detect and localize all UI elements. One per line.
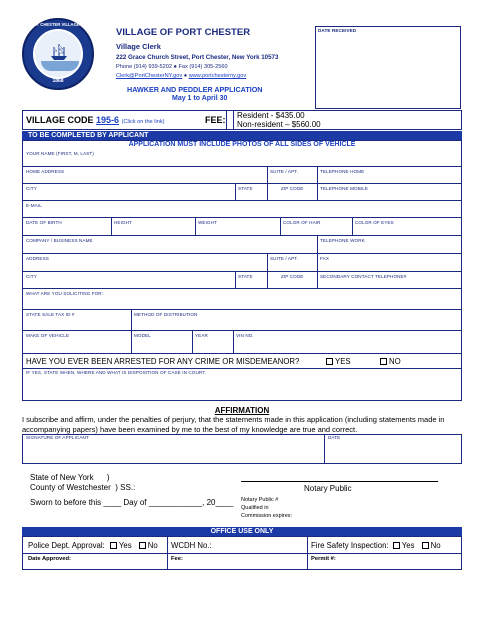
notary-sworn[interactable]: Sworn to before this ____ Day of ____________, 20____ <box>30 498 234 507</box>
arrested-yes-option[interactable]: YES <box>326 357 351 366</box>
police-approval: Police Dept. Approval: Yes No <box>28 541 158 550</box>
vehicle-model-field[interactable]: MODEL <box>134 333 151 338</box>
clerk-address: 222 Grace Church Street, Port Chester, New York 10573 <box>116 54 279 61</box>
business-state-field[interactable]: STATE <box>238 274 253 279</box>
affirmation-title: AFFIRMATION <box>214 406 270 415</box>
notary-public-label: Notary Public <box>304 484 352 493</box>
name-field[interactable]: YOUR NAME (FIRST, M, LAST) <box>26 151 94 156</box>
notary-number[interactable]: Notary Public # <box>241 497 279 503</box>
vehicle-make-field[interactable]: MAKE OF VEHICLE <box>26 333 70 338</box>
business-city-field[interactable]: CITY <box>26 274 37 279</box>
resident-fee: Resident - $435.00 <box>237 111 305 120</box>
fire-no-checkbox[interactable] <box>422 542 429 549</box>
arrested-no-option[interactable]: NO <box>380 357 401 366</box>
permit-field[interactable]: Permit #: <box>311 556 336 562</box>
suite-field[interactable]: SUITE / APT. <box>270 169 299 174</box>
village-code-label: VILLAGE CODE <box>26 115 94 125</box>
dob-field[interactable]: DATE OF BIRTH <box>26 220 62 225</box>
weight-field[interactable]: WEIGHT <box>198 220 217 225</box>
police-yes-checkbox[interactable] <box>110 542 117 549</box>
business-suite-field[interactable]: SUITE / APT. <box>270 256 299 261</box>
distribution-field[interactable]: METHOD OF DISTRIBUTION <box>134 312 198 317</box>
city-field[interactable]: CITY <box>26 186 37 191</box>
seal-text: PORT CHESTER VILLAGE N.Y. <box>27 22 89 27</box>
tel-work-field[interactable]: TELEPHONE WORK <box>320 238 365 243</box>
yes-checkbox[interactable] <box>326 358 333 365</box>
company-field[interactable]: COMPANY / BUSINESS NAME <box>26 238 93 243</box>
application-period: May 1 to April 30 <box>172 95 228 102</box>
if-yes-field[interactable]: IF YES, STATE WHEN, WHERE AND WHAT IS DISPOSITION OF CASE IN COURT. <box>26 370 207 375</box>
seal-center <box>33 29 83 79</box>
tel-mobile-field[interactable]: TELEPHONE MOBILE <box>320 186 369 191</box>
seal-year: 1868 <box>52 78 64 84</box>
wcdh-field[interactable]: WCDH No.: <box>171 541 212 550</box>
fee-field[interactable]: Fee: <box>171 556 183 562</box>
vin-field[interactable]: VIN NO. <box>236 333 254 338</box>
date-approved-field[interactable]: Date Approved: <box>28 556 71 562</box>
secondary-phone-field[interactable]: SECONDARY CONTACT TELEPHONE# <box>320 274 407 279</box>
seal-sea <box>41 61 79 71</box>
fire-inspection: Fire Safety Inspection: Yes No <box>311 541 441 550</box>
applicant-bar: TO BE COMPLETED BY APPLICANT <box>22 131 462 140</box>
fee-label: FEE: <box>205 115 226 125</box>
arrested-question: HAVE YOU EVER BEEN ARRESTED FOR ANY CRIME OR MISDEMEANOR? <box>26 357 300 366</box>
click-link-note: (Click on the link) <box>121 119 165 125</box>
business-address-field[interactable]: ADDRESS <box>26 256 49 261</box>
tax-id-field[interactable]: STATE SALE TAX ID # <box>26 312 75 317</box>
zip-field[interactable]: ZIP CODE <box>281 186 304 191</box>
email-field[interactable]: E-MAIL <box>26 203 42 208</box>
website-link[interactable]: www.portchesterny.gov <box>188 73 247 79</box>
notary-qualified[interactable]: Qualified in <box>241 505 269 511</box>
photos-notice: APPLICATION MUST INCLUDE PHOTOS OF ALL SIDES OF VEHICLE <box>128 141 356 148</box>
no-checkbox[interactable] <box>380 358 387 365</box>
date-received-label: DATE RECEIVED <box>318 28 357 33</box>
police-no-checkbox[interactable] <box>139 542 146 549</box>
office-use-bar: OFFICE USE ONLY <box>22 527 462 536</box>
fax-field[interactable]: FAX <box>320 256 329 261</box>
notary-commission[interactable]: Commission expires: <box>241 513 293 519</box>
eye-color-field[interactable]: COLOR OF EYES <box>355 220 394 225</box>
date-field[interactable]: DATE <box>328 435 341 440</box>
ship-icon <box>49 43 69 61</box>
affirmation-text: I subscribe and affirm, under the penalties of perjury, that the statements made in this application (including statements made in accompanying papers) have been examined by me to the best of my knowledge are true and correct. <box>22 415 445 434</box>
village-seal <box>22 18 94 90</box>
nonresident-fee: Non-resident – $560.00 <box>237 120 321 129</box>
hair-color-field[interactable]: COLOR OF HAIR <box>283 220 321 225</box>
signature-field[interactable]: SIGNATURE OF APPLICANT <box>26 435 89 440</box>
fire-yes-checkbox[interactable] <box>393 542 400 549</box>
village-title: VILLAGE OF PORT CHESTER <box>116 27 251 38</box>
home-address-field[interactable]: HOME ADDRESS <box>26 169 65 174</box>
height-field[interactable]: HEIGHT <box>114 220 132 225</box>
application-title: HAWKER AND PEDDLER APPLICATION <box>127 85 263 94</box>
clerk-phone: Phone (914) 939-5202 ● Fax (914) 305-2560 <box>116 64 228 70</box>
tel-home-field[interactable]: TELEPHONE HOME <box>320 169 365 174</box>
state-field[interactable]: STATE <box>238 186 253 191</box>
notary-county: County of Westchester ) SS.: <box>30 483 136 492</box>
notary-state: State of New York ) <box>30 473 110 482</box>
business-zip-field[interactable]: ZIP CODE <box>281 274 304 279</box>
soliciting-field[interactable]: WHAT ARE YOU SOLICITING FOR: <box>26 291 104 296</box>
vehicle-year-field[interactable]: YEAR <box>195 333 208 338</box>
clerk-email-link[interactable]: Clerk@PortChesterNY.gov <box>116 73 183 79</box>
village-code-link[interactable]: 195-6 <box>96 115 120 125</box>
date-received-box[interactable] <box>315 26 461 109</box>
clerk-title: Village Clerk <box>116 42 161 51</box>
